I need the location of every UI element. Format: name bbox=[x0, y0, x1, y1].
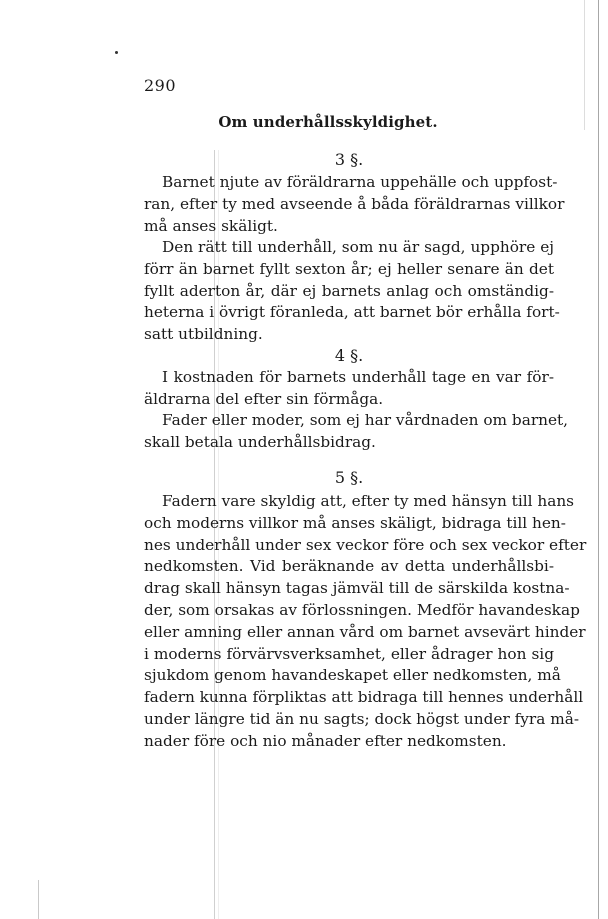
text-line: drag skall hänsyn tagas jämväl till de särskilda kostna- bbox=[144, 579, 570, 598]
text-line: nedkomsten. Vid beräknande av detta underhållsbi- bbox=[144, 557, 554, 576]
text-line: der, som orsakas av förlossningen. Medför havandeskap bbox=[144, 600, 580, 619]
paragraph-4-1 bbox=[144, 367, 554, 411]
text-line: I kostnaden för barnets underhåll tage en var för- bbox=[162, 368, 554, 386]
text-line: ran, efter ty med avseende å båda föräldrarnas villkor bbox=[144, 194, 565, 213]
ink-speck bbox=[115, 51, 118, 54]
text-line: nes underhåll under sex veckor före och sex veckor efter bbox=[144, 535, 587, 554]
section-mark-4: 4 §. bbox=[334, 346, 364, 365]
section-mark-5: 5 §. bbox=[334, 468, 364, 487]
chapter-heading: Om underhållsskyldighet. bbox=[218, 113, 438, 131]
paragraph-4-2 bbox=[144, 410, 569, 454]
text-line: Fader eller moder, som ej har vårdnaden om barnet, bbox=[162, 411, 569, 429]
paragraph-3-2 bbox=[144, 237, 560, 346]
text-line: heterna i övrigt föranleda, att barnet bör erhålla fort- bbox=[144, 303, 560, 322]
page-bottom-edge-mark bbox=[38, 880, 39, 919]
page-right-edge bbox=[598, 0, 599, 919]
text-line: nader före och nio månader efter nedkomsten. bbox=[144, 731, 507, 750]
text-line: må anses skäligt. bbox=[144, 216, 278, 235]
text-line: eller amning eller annan vård om barnet avsevärt hinder bbox=[144, 622, 586, 641]
text-line: under längre tid än nu sagts; dock högst under fyra må- bbox=[144, 709, 580, 728]
text-line: skall betala underhållsbidrag. bbox=[144, 432, 376, 451]
section-mark-3: 3 §. bbox=[334, 150, 364, 169]
text-line: äldrarna del efter sin förmåga. bbox=[144, 389, 384, 408]
text-line: Barnet njute av föräldrarna uppehälle och uppfost- bbox=[162, 173, 558, 191]
paragraph-5-1 bbox=[144, 491, 587, 753]
text-line: och moderns villkor må anses skäligt, bidraga till hen- bbox=[144, 513, 566, 532]
text-line: förr än barnet fyllt sexton år; ej heller senare än det bbox=[144, 259, 554, 278]
text-line: satt utbildning. bbox=[144, 325, 263, 344]
paragraph-3-1 bbox=[144, 172, 565, 237]
text-line: i moderns förvärvsverksamhet, eller ådrager hon sig bbox=[144, 644, 554, 663]
page-number: 290 bbox=[144, 76, 177, 95]
text-line: Fadern vare skyldig att, efter ty med hänsyn till hans bbox=[162, 492, 575, 510]
text-line: fyllt aderton år, där ej barnets anlag och omständig- bbox=[144, 281, 554, 300]
text-line: Den rätt till underhåll, som nu är sagd, upphöre ej bbox=[162, 238, 554, 256]
text-line: sjukdom genom havandeskapet eller nedkomsten, må bbox=[144, 666, 561, 685]
text-line: fadern kunna förpliktas att bidraga till hennes underhåll bbox=[144, 688, 584, 707]
page-right-edge-shadow bbox=[584, 0, 585, 130]
